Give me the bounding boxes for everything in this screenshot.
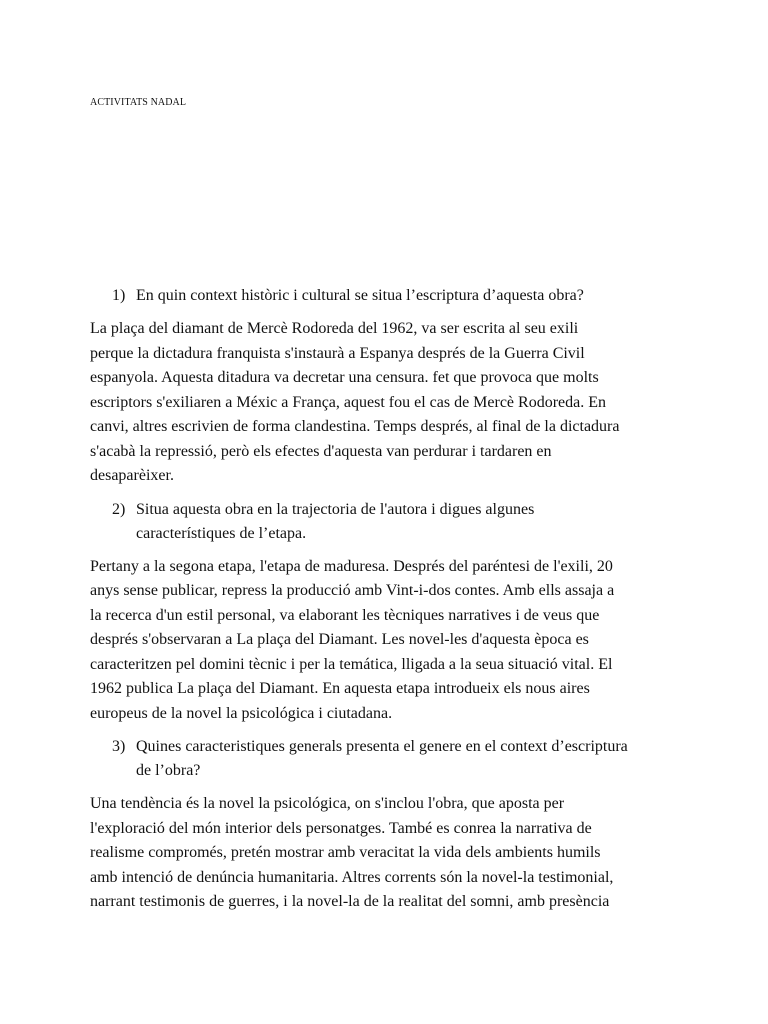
answer-line: caracteritzen pel domini tècnic i per la temática, lligada a la seua situació vital. El (90, 655, 613, 673)
question-line: característiques de l’etapa. (136, 524, 307, 542)
question-2 (90, 498, 680, 546)
answer-line: després s'observaran a La plaça del Diamant. Les novel-les d'aquesta època es (90, 631, 589, 648)
answer-line: l'exploració del món interior dels personatges. També es conrea la narrativa de (90, 819, 592, 837)
question-number: 3) (112, 738, 126, 755)
answer-line: La plaça del diamant de Mercè Rodoreda del 1962, va ser escrita al seu exili (90, 320, 579, 337)
answer-line: realisme compromés, pretén mostrar amb veracitat la vida dels ambients humils (90, 844, 601, 861)
answer-line: europeus de la novel la psicológica i ciutadana. (90, 704, 393, 722)
question-text (136, 284, 680, 308)
question-text (136, 498, 680, 546)
answer-line: Una tendència és la novel la psicológica, on s'inclou l'obra, que aposta per (90, 795, 565, 812)
answer-line: desaparèixer. (90, 467, 174, 484)
answer-line: escriptors s'exiliaren a Méxic a França, aquest fou el cas de Mercè Rodoreda. En (90, 393, 607, 411)
question-line: En quin context històric i cultural se situa l’escriptura d’aquesta obra? (136, 287, 584, 304)
question-line: Situa aquesta obra en la trajectoria de l'autora i digues algunes (136, 500, 535, 518)
document-body (90, 284, 680, 924)
answer-line: la recerca d'un estil personal, va elaborant les tècniques narratives i de veus que (90, 606, 600, 624)
answer-2 (90, 555, 680, 727)
question-line: Quines caracteristiques generals presenta el genere en el context d’escriptura (136, 738, 628, 755)
answer-line: espanyola. Aquesta ditadura va decretar una censura. fet que provoca que molts (90, 369, 599, 386)
question-number: 1) (112, 287, 126, 304)
answer-line: amb intenció de denúncia humanitaria. Altres corrents són la novel-la testimonial, (90, 868, 614, 886)
question-text (136, 735, 680, 783)
answer-3 (90, 792, 680, 915)
document-header: ACTIVITATS NADAL (90, 97, 187, 108)
question-3 (90, 735, 680, 783)
answer-line: s'acabà la repressió, però els efectes d'aquesta van perdurar i tardaren en (90, 442, 552, 460)
answer-1 (90, 317, 680, 489)
answer-line: Pertany a la segona etapa, l'etapa de maduresa. Després del paréntesi de l'exili, 20 (90, 557, 613, 575)
answer-line: anys sense publicar, repress la producció amb Vint-i-dos contes. Amb ells assaja a (90, 582, 615, 599)
question-number: 2) (112, 500, 126, 518)
answer-line: 1962 publica La plaça del Diamant. En aquesta etapa introdueix els nous aires (90, 680, 590, 697)
question-line: de l’obra? (136, 762, 201, 779)
answer-line: canvi, altres escrivien de forma clandestina. Temps després, al final de la dictadura (90, 418, 620, 435)
answer-line: narrant testimonis de guerres, i la novel-la de la realitat del somni, amb presència (90, 893, 610, 910)
answer-line: perque la dictadura franquista s'instaurà a Espanya després de la Guerra Civil (90, 344, 585, 362)
question-1 (90, 284, 680, 308)
